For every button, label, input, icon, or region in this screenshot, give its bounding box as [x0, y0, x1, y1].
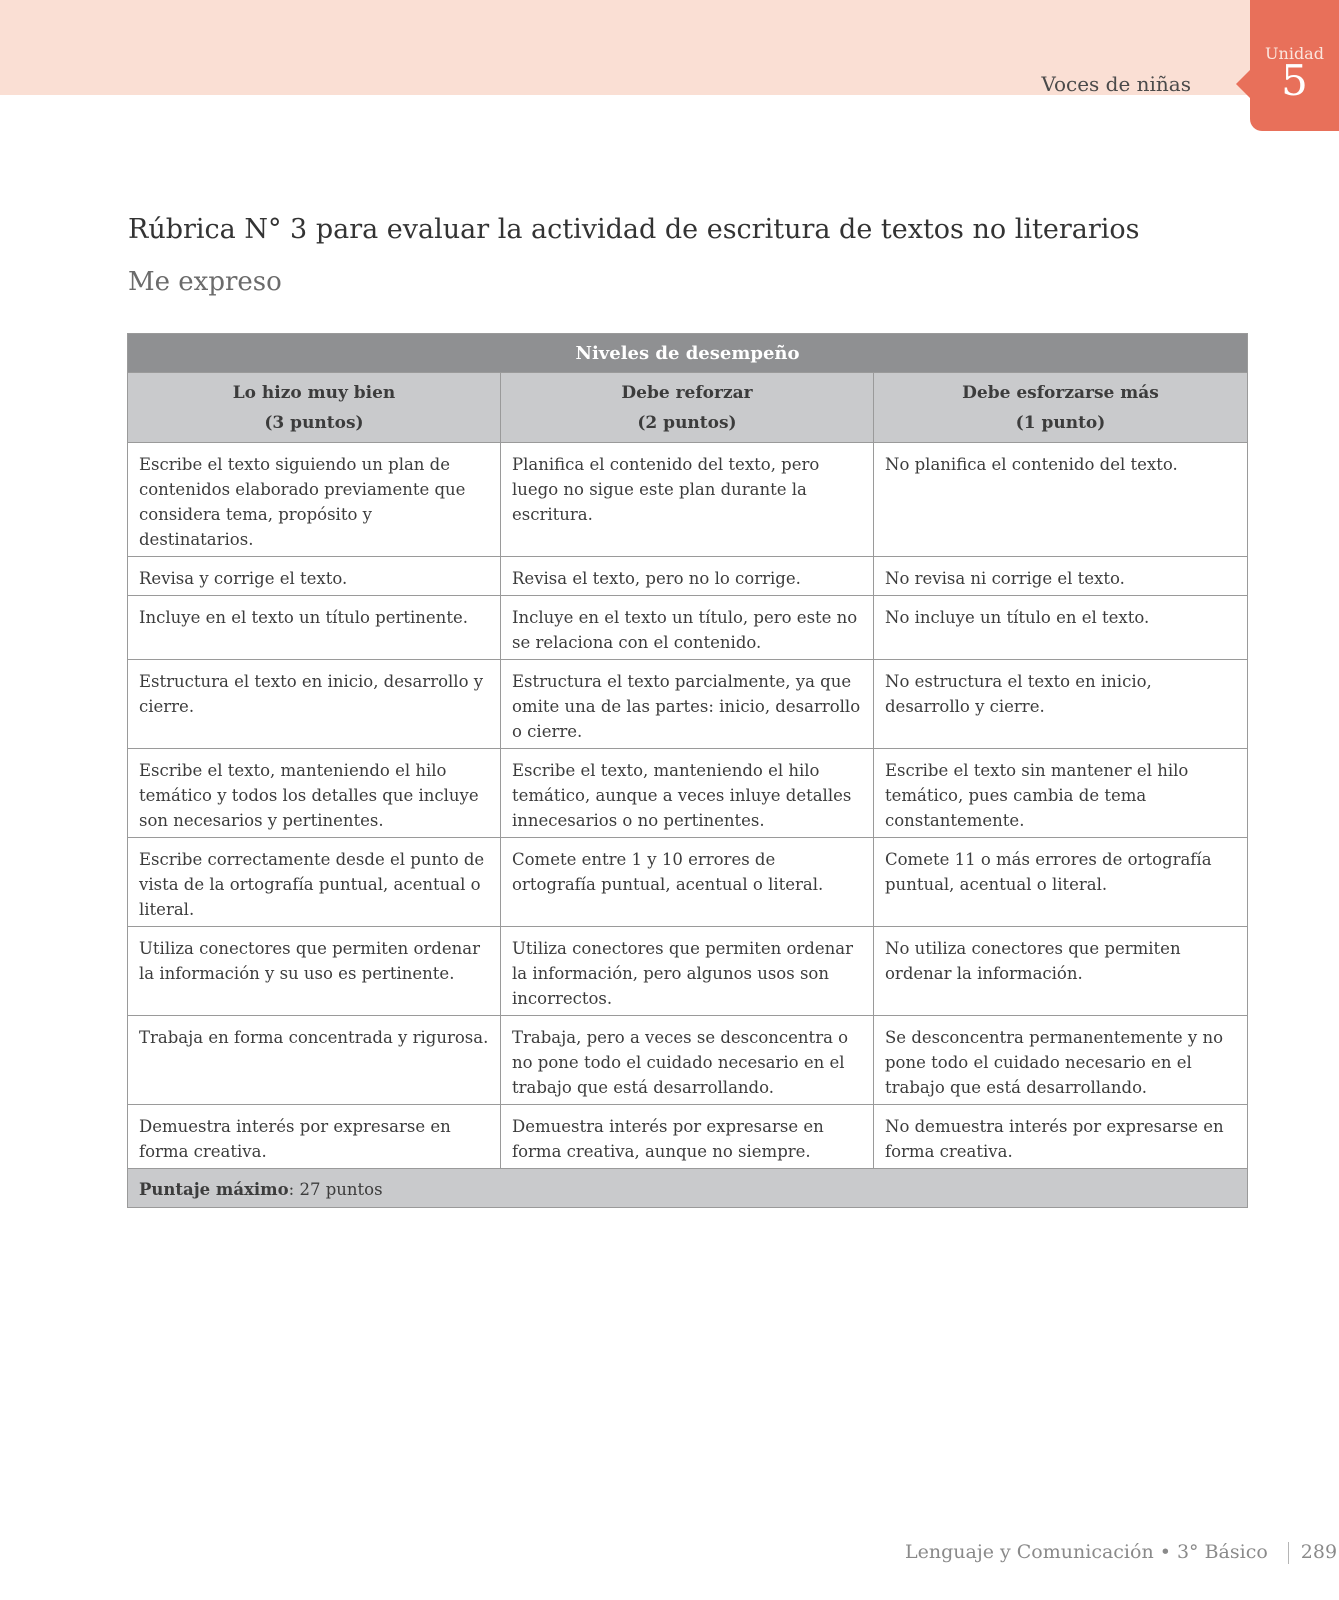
- level-header: [874, 373, 1248, 443]
- table-cell: Revisa el texto, pero no lo corrige.: [501, 557, 874, 596]
- page-subtitle: Me expreso: [128, 267, 282, 297]
- level-points: (2 puntos): [637, 413, 737, 433]
- table-cell: Escribe el texto sin mantener el hilo temático, pues cambia de tema constantemente.: [874, 749, 1248, 838]
- table-cell: Utiliza conectores que permiten ordenar la información y su uso es pertinente.: [128, 927, 501, 1016]
- table-cell: Estructura el texto parcialmente, ya que omite una de las partes: inicio, desarrollo o cierre.: [501, 660, 874, 749]
- table-cell: Se desconcentra permanentemente y no pone todo el cuidado necesario en el trabajo que está desarrollando.: [874, 1016, 1248, 1105]
- table-row: [128, 927, 1248, 1016]
- table-row: [128, 443, 1248, 557]
- table-row: [128, 838, 1248, 927]
- table-cell: Comete entre 1 y 10 errores de ortografía puntual, acentual o literal.: [501, 838, 874, 927]
- table-cell: Trabaja en forma concentrada y rigurosa.: [128, 1016, 501, 1105]
- table-cell: Demuestra interés por expresarse en forma creativa, aunque no siempre.: [501, 1105, 874, 1169]
- level-name: Lo hizo muy bien: [232, 383, 396, 403]
- level-header: [128, 373, 501, 443]
- table-cell: No revisa ni corrige el texto.: [874, 557, 1248, 596]
- page-footer: [905, 1541, 1337, 1564]
- unit-number: 5: [1281, 56, 1308, 105]
- level-points: (3 puntos): [264, 413, 364, 433]
- table-main-header-row: [128, 334, 1248, 373]
- page-number: 289: [1300, 1541, 1338, 1563]
- rubric-table: [127, 333, 1248, 1208]
- table-cell: No utiliza conectores que permiten ordenar la información.: [874, 927, 1248, 1016]
- table-cell: Escribe el texto siguiendo un plan de contenidos elaborado previamente que considera tema, propósito y destinatarios.: [128, 443, 501, 557]
- table-cell: Utiliza conectores que permiten ordenar la información, pero algunos usos son incorrectos.: [501, 927, 874, 1016]
- book-title: Lenguaje y Comunicación • 3° Básico: [905, 1541, 1268, 1563]
- performance-levels-header: Niveles de desempeño: [128, 334, 1248, 373]
- table-row: [128, 749, 1248, 838]
- unit-tab: [1250, 0, 1339, 131]
- table-row: [128, 1016, 1248, 1105]
- level-name: Debe esforzarse más: [962, 383, 1159, 403]
- level-points: (1 punto): [1015, 413, 1106, 433]
- level-header: [501, 373, 874, 443]
- table-cell: Revisa y corrige el texto.: [128, 557, 501, 596]
- table-cell: No demuestra interés por expresarse en forma creativa.: [874, 1105, 1248, 1169]
- level-name: Debe reforzar: [621, 383, 753, 403]
- table-row: [128, 596, 1248, 660]
- table-cell: Estructura el texto en inicio, desarrollo y cierre.: [128, 660, 501, 749]
- table-row: [128, 660, 1248, 749]
- table-cell: Incluye en el texto un título pertinente.: [128, 596, 501, 660]
- table-row: [128, 557, 1248, 596]
- table-cell: Escribe correctamente desde el punto de vista de la ortografía puntual, acentual o literal.: [128, 838, 501, 927]
- max-score-label: Puntaje máximo: [139, 1180, 289, 1199]
- table-row: [128, 1105, 1248, 1169]
- table-cell: Demuestra interés por expresarse en forma creativa.: [128, 1105, 501, 1169]
- footer-divider: [1288, 1542, 1289, 1564]
- table-cell: No planifica el contenido del texto.: [874, 443, 1248, 557]
- table-cell: Escribe el texto, manteniendo el hilo temático y todos los detalles que incluye son necesarios y pertinentes.: [128, 749, 501, 838]
- table-cell: No incluye un título en el texto.: [874, 596, 1248, 660]
- table-cell: Trabaja, pero a veces se desconcentra o no pone todo el cuidado necesario en el trabajo que está desarrollando.: [501, 1016, 874, 1105]
- table-footer-row: [128, 1169, 1248, 1208]
- table-cell: Planifica el contenido del texto, pero luego no sigue este plan durante la escritura.: [501, 443, 874, 557]
- table-cell: Incluye en el texto un título, pero este no se relaciona con el contenido.: [501, 596, 874, 660]
- page-title: Rúbrica N° 3 para evaluar la actividad de escritura de textos no literarios: [128, 214, 1140, 245]
- unit-label: Unidad: [1265, 44, 1324, 63]
- max-score-value: : 27 puntos: [288, 1180, 383, 1199]
- levels-header-row: [128, 373, 1248, 443]
- table-cell: Escribe el texto, manteniendo el hilo temático, aunque a veces inluye detalles innecesarios o no pertinentes.: [501, 749, 874, 838]
- running-title: Voces de niñas: [1041, 72, 1191, 96]
- table-cell: No estructura el texto en inicio, desarrollo y cierre.: [874, 660, 1248, 749]
- table-cell: Comete 11 o más errores de ortografía puntual, acentual o literal.: [874, 838, 1248, 927]
- max-score-cell: [128, 1169, 1248, 1208]
